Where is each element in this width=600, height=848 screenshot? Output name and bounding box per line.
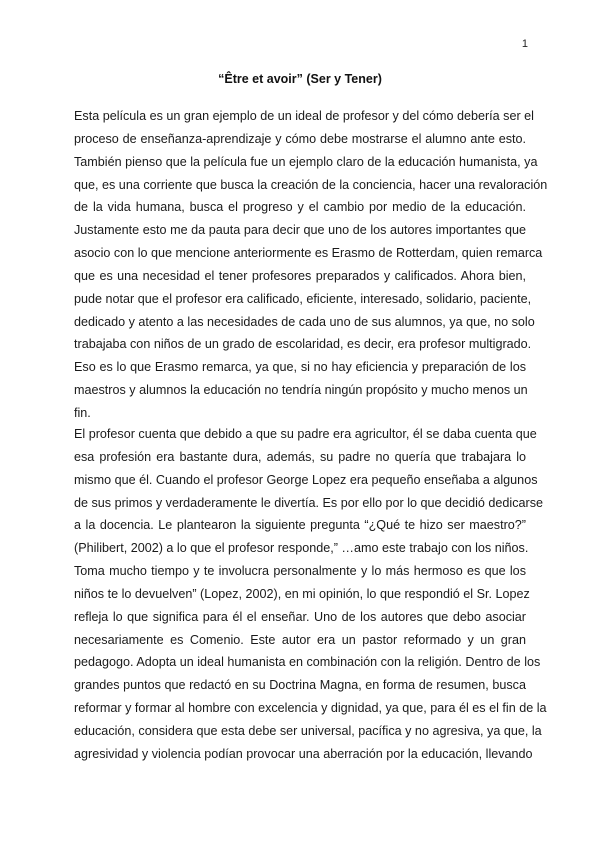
paragraph-line: pedagogo. Adopta un ideal humanista en combinación con la religión. Dentro de los [74,655,541,670]
paragraph-line: dedicado y atento a las necesidades de cada uno de sus alumnos, ya que, no solo [74,314,535,329]
paragraph-line: pude notar que el profesor era calificado, eficiente, interesado, solidario, paciente, [74,291,532,306]
paragraph-line: También pienso que la película fue un ejemplo claro de la educación humanista, ya [74,154,538,169]
paragraph-1 [74,105,548,425]
paragraph-line: (Philibert, 2002) a lo que el profesor responde,” …amo este trabajo con los niños. [74,541,529,556]
paragraph-line: Justamente esto me da pauta para decir que uno de los autores importantes que [74,223,526,238]
paragraph-line: a la docencia. Le plantearon la siguiente pregunta “¿Qué te hizo ser maestro?” [74,518,526,533]
paragraph-line: educación, considera que esta debe ser universal, pacífica y no agresiva, ya que, la [74,723,542,738]
paragraph-line: Esta película es un gran ejemplo de un ideal de profesor y del cómo debería ser el [74,109,534,123]
paragraph-line: maestros y alumnos la educación no tendría ningún propósito y mucho menos un [74,383,528,398]
paragraph-line: que es una necesidad el tener profesores preparados y calificados. Ahora bien, [74,268,526,283]
document-title: “Être et avoir” (Ser y Tener) [218,72,382,86]
paragraph-line: niños te lo devuelven” (Lopez, 2002), en mi opinión, lo que respondió el Sr. Lopez [74,586,530,601]
page-number: 1 [521,38,528,50]
paragraph-line: mismo que él. Cuando el profesor George Lopez era pequeño enseñaba a algunos [74,472,538,487]
paragraph-line: de la vida humana, busca el progreso y el cambio por medio de la educación. [74,200,526,215]
paragraph-line: El profesor cuenta que debido a que su padre era agricultor, él se daba cuenta que [74,427,537,441]
paragraph-line: Toma mucho tiempo y te involucra personalmente y lo más hermoso es que los [74,564,526,579]
paragraph-line: necesariamente es Comenio. Este autor era un pastor reformado y un gran [74,632,526,647]
paragraph-line: asocio con lo que mencione anteriormente es Erasmo de Rotterdam, quien remarca [74,246,543,261]
paragraph-line: que, es una corriente que busca la creación de la conciencia, hacer una revaloración [74,177,548,192]
paragraph-line: agresividad y violencia podían provocar una aberración por la educación, llevando [74,746,533,761]
paragraph-line: refleja lo que significa para él el enseñar. Uno de los autores que debo asociar [74,609,526,624]
paragraph-line: fin. [74,405,91,420]
paragraph-line: reformar y formar al hombre con excelencia y dignidad, ya que, para él es el fin de la [74,701,547,716]
paragraph-line: Eso es lo que Erasmo remarca, ya que, si no hay eficiencia y preparación de los [74,360,526,375]
paragraph-line: proceso de enseñanza-aprendizaje y cómo debe mostrarse el alumno ante esto. [74,131,526,146]
paragraph-line: trabajaba con niños de un grado de escolaridad, es decir, era profesor multigrado. [74,337,532,352]
paragraph-line: esa profesión era bastante dura, además, su padre no quería que trabajara lo [74,449,526,464]
paragraph-line: grandes puntos que redactó en su Doctrina Magna, en forma de resumen, busca [74,678,526,693]
paragraph-line: de sus primos y verdaderamente le divertía. Es por ello por lo que decidió dedicarse [74,495,544,510]
paragraph-2 [74,423,547,766]
